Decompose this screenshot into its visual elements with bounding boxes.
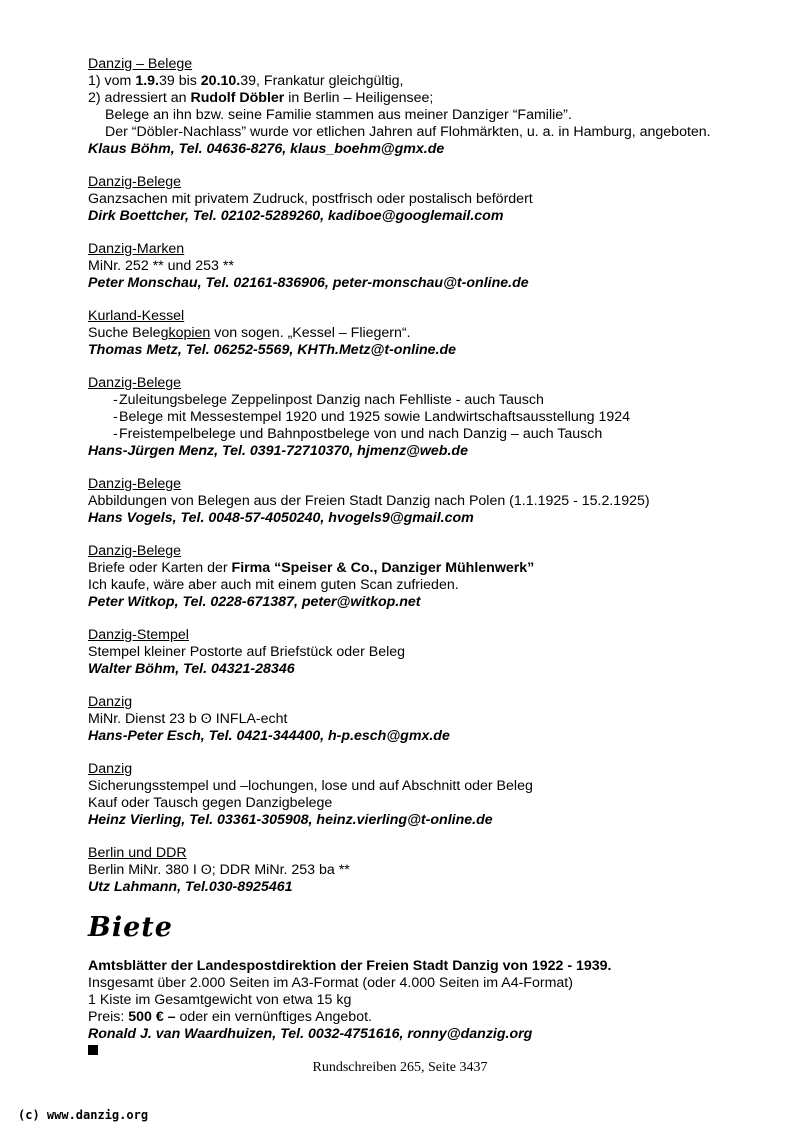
list-item-text: Freistempelbelege und Bahnpostbelege von und nach Danzig – auch Tausch <box>119 426 603 442</box>
text-segment: Briefe oder Karten der <box>88 560 232 576</box>
entry-danzig-sicherung <box>88 761 778 829</box>
text-segment: von sogen. „Kessel – Fliegern“. <box>210 325 411 341</box>
dash-bullet: - <box>113 409 118 425</box>
entry-danzig-belege-zeppelin <box>88 375 778 460</box>
contact-line: Thomas Metz, Tel. 06252-5569, KHTh.Metz@t-online.de <box>88 342 457 358</box>
entry-danzig-stempel <box>88 627 778 678</box>
entry-danzig-marken <box>88 241 778 292</box>
entry-heading: Danzig <box>88 694 133 710</box>
contact-line: Hans Vogels, Tel. 0048-57-4050240, hvogels9@gmail.com <box>88 510 474 526</box>
contact-line: Peter Monschau, Tel. 02161-836906, peter-monschau@t-online.de <box>88 275 529 291</box>
text-segment: 2) adressiert an <box>88 90 191 106</box>
entry-heading: Danzig-Belege <box>88 543 182 559</box>
contact-line: Heinz Vierling, Tel. 03361-305908, heinz.vierling@t-online.de <box>88 812 493 828</box>
list-item <box>88 392 778 409</box>
contact-line: Klaus Böhm, Tel. 04636-8276, klaus_boehm@gmx.de <box>88 141 445 157</box>
list-item-text: Belege mit Messestempel 1920 und 1925 sowie Landwirtschaftsausstellung 1924 <box>119 409 631 425</box>
entry-line: Ganzsachen mit privatem Zudruck, postfrisch oder postalisch befördert <box>88 191 533 207</box>
entry-heading: Danzig-Stempel <box>88 627 189 643</box>
entry-heading: Danzig-Belege <box>88 375 182 391</box>
text-segment: Suche Beleg <box>88 325 169 341</box>
entry-line: Insgesamt über 2.000 Seiten im A3-Format (oder 4.000 Seiten im A4-Format) <box>88 975 573 991</box>
text-segment: in Berlin – Heiligensee; <box>284 90 434 106</box>
contact-line: Utz Lahmann, Tel.030-8925461 <box>88 879 293 895</box>
page-footer: Rundschreiben 265, Seite 3437 <box>312 1060 488 1075</box>
text-segment: Preis: <box>88 1009 129 1025</box>
entry-heading: Berlin und DDR <box>88 845 187 861</box>
entry-line: Ich kaufe, wäre aber auch mit einem guten Scan zufrieden. <box>88 577 459 593</box>
bold-name: Rudolf Döbler <box>190 90 285 106</box>
entry-heading: Danzig-Belege <box>88 174 182 190</box>
entry-line <box>88 73 778 90</box>
entry-berlin-ddr <box>88 845 778 896</box>
price-line <box>88 1009 778 1026</box>
entry-danzig-belege-speiser <box>88 543 778 611</box>
entry-line: 1 Kiste im Gesamtgewicht von etwa 15 kg <box>88 992 352 1008</box>
entry-heading: Danzig-Belege <box>88 476 182 492</box>
contact-line: Dirk Boettcher, Tel. 02102-5289260, kadiboe@googlemail.com <box>88 208 504 224</box>
entry-line: MiNr. 252 ** und 253 ** <box>88 258 234 274</box>
entry-line <box>88 560 778 577</box>
underlined-word: kopien <box>168 325 211 341</box>
entry-line <box>88 90 778 107</box>
contact-line: Hans-Jürgen Menz, Tel. 0391-72710370, hjmenz@web.de <box>88 443 468 459</box>
biete-section <box>88 958 778 1060</box>
list-item <box>88 426 778 443</box>
entry-kurland-kessel <box>88 308 778 359</box>
entry-heading: Danzig-Marken <box>88 241 185 257</box>
entry-danzig-belege-polen <box>88 476 778 527</box>
dash-bullet: - <box>113 392 118 408</box>
text-segment: 39, Frankatur gleichgültig, <box>240 73 404 89</box>
biete-title: Biete <box>88 912 173 943</box>
contact-line: Ronald J. van Waardhuizen, Tel. 0032-4751616, ronny@danzig.org <box>88 1026 533 1042</box>
entry-danzig-belege-doebler <box>88 56 778 158</box>
text-segment: 39 bis <box>158 73 201 89</box>
contact-line: Walter Böhm, Tel. 04321-28346 <box>88 661 295 677</box>
bold-date: 1.9. <box>135 73 159 89</box>
end-square-icon <box>88 1045 98 1055</box>
text-segment: 1) vom <box>88 73 136 89</box>
document-body <box>88 56 778 1060</box>
entry-line: Sicherungsstempel und –lochungen, lose und auf Abschnitt oder Beleg <box>88 778 533 794</box>
list-item-text: Zuleitungsbelege Zeppelinpost Danzig nach Fehlliste - auch Tausch <box>119 392 544 408</box>
entry-line: Der “Döbler-Nachlass” wurde vor etlichen Jahren auf Flohmärkten, u. a. in Hamburg, angeboten. <box>105 124 711 140</box>
entry-heading: Kurland-Kessel <box>88 308 185 324</box>
contact-line: Hans-Peter Esch, Tel. 0421-344400, h-p.esch@gmx.de <box>88 728 450 744</box>
entry-heading: Danzig <box>88 761 133 777</box>
watermark: (c) www.danzig.org <box>18 1108 149 1122</box>
entry-heading: Danzig – Belege <box>88 56 193 72</box>
entry-line: Belege an ihn bzw. seine Familie stammen aus meiner Danziger “Familie”. <box>105 107 572 123</box>
list-item <box>88 409 778 426</box>
entry-danzig-dienst <box>88 694 778 745</box>
text-segment: oder ein vernünftiges Angebot. <box>175 1009 372 1025</box>
bold-date: 20.10. <box>200 73 241 89</box>
entry-danzig-belege-ganzsachen <box>88 174 778 225</box>
entry-line: Stempel kleiner Postorte auf Briefstück oder Beleg <box>88 644 406 660</box>
biete-headline: Amtsblätter der Landespostdirektion der Freien Stadt Danzig von 1922 - 1939. <box>88 958 612 974</box>
entry-line: Kauf oder Tausch gegen Danzigbelege <box>88 795 333 811</box>
bold-price: 500 € – <box>128 1009 176 1025</box>
entry-line: Abbildungen von Belegen aus der Freien Stadt Danzig nach Polen (1.1.1925 - 15.2.1925) <box>88 493 650 509</box>
bullet-list <box>88 392 778 443</box>
entry-line: Berlin MiNr. 380 I ʘ; DDR MiNr. 253 ba ** <box>88 862 350 878</box>
entry-line <box>88 325 778 342</box>
bold-company: Firma “Speiser & Co., Danziger Mühlenwerk” <box>231 560 535 576</box>
dash-bullet: - <box>113 426 118 442</box>
contact-line: Peter Witkop, Tel. 0228-671387, peter@witkop.net <box>88 594 421 610</box>
entry-line: MiNr. Dienst 23 b ʘ INFLA-echt <box>88 711 288 727</box>
